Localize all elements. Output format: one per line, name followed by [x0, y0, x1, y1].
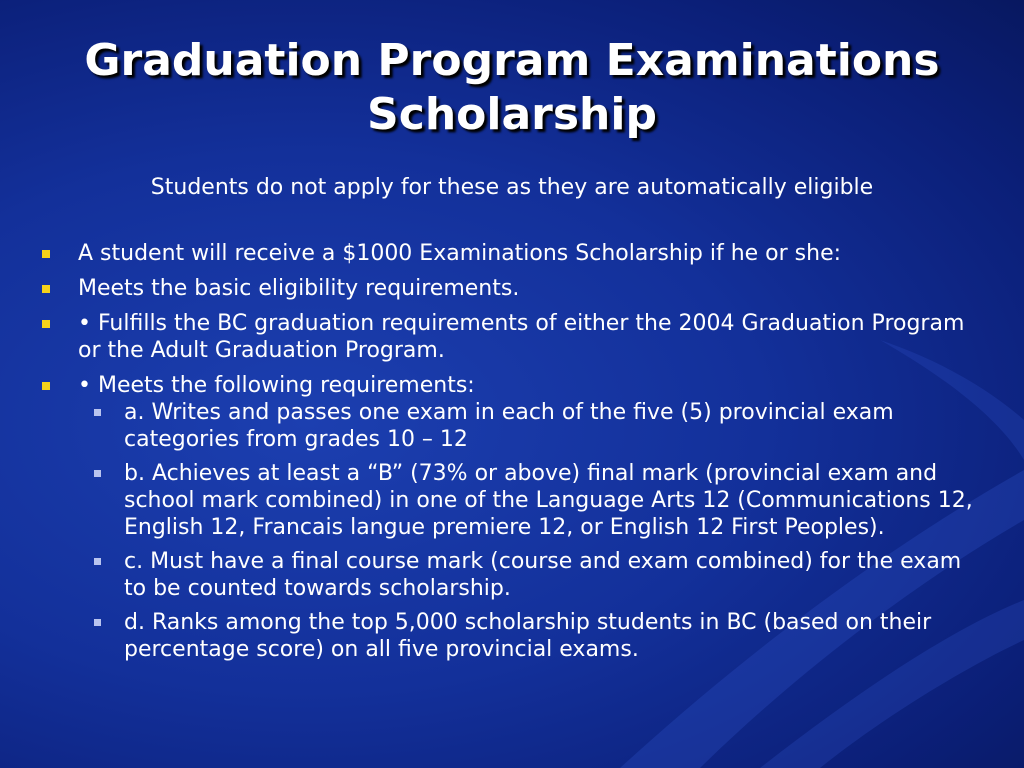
sub-bullet-item — [78, 399, 988, 453]
bullet-text: • Fulfills the BC graduation requirements of either the 2004 Graduation Program or the Adult Graduation Program. — [78, 311, 965, 363]
square-bullet-icon — [94, 558, 101, 565]
square-bullet-icon — [94, 409, 101, 416]
square-bullet-icon — [42, 320, 50, 328]
sub-bullet-list — [78, 399, 988, 663]
sub-bullet-text: a. Writes and passes one exam in each of the five (5) provincial exam categories from grades 10 – 12 — [124, 400, 894, 452]
bullet-list-container — [38, 240, 988, 671]
slide-title-line-1: Graduation Program Examinations — [84, 35, 940, 86]
square-bullet-icon — [42, 250, 50, 258]
square-bullet-icon — [42, 285, 50, 293]
bullet-list — [38, 240, 988, 663]
sub-bullet-text: c. Must have a final course mark (course and exam combined) for the exam to be counted towards scholarship. — [124, 549, 962, 601]
slide-subtitle: Students do not apply for these as they are automatically eligible — [150, 175, 874, 200]
sub-bullet-item — [78, 609, 988, 663]
sub-bullet-text: d. Ranks among the top 5,000 scholarship students in BC (based on their percentage score) on all five provincial exams. — [124, 610, 932, 662]
square-bullet-icon — [42, 382, 50, 390]
slide-title — [0, 34, 1024, 142]
square-bullet-icon — [94, 470, 101, 477]
bullet-text: • Meets the following requirements: — [78, 373, 475, 398]
bullet-item — [38, 275, 988, 302]
bullet-item — [38, 240, 988, 267]
square-bullet-icon — [94, 619, 101, 626]
sub-bullet-item — [78, 548, 988, 602]
bullet-text: A student will receive a $1000 Examinations Scholarship if he or she: — [78, 241, 842, 266]
sub-bullet-item — [78, 460, 988, 541]
slide-title-line-2: Scholarship — [367, 89, 657, 140]
bullet-item — [38, 310, 988, 364]
bullet-text: Meets the basic eligibility requirements. — [78, 276, 520, 301]
sub-bullet-text: b. Achieves at least a “B” (73% or above) final mark (provincial exam and school mark combined) in one of the Language Arts 12 (Communications 12, English 12, Francais langue premiere 12, or English 12 First Peoples). — [124, 461, 973, 540]
bullet-item — [38, 372, 988, 663]
